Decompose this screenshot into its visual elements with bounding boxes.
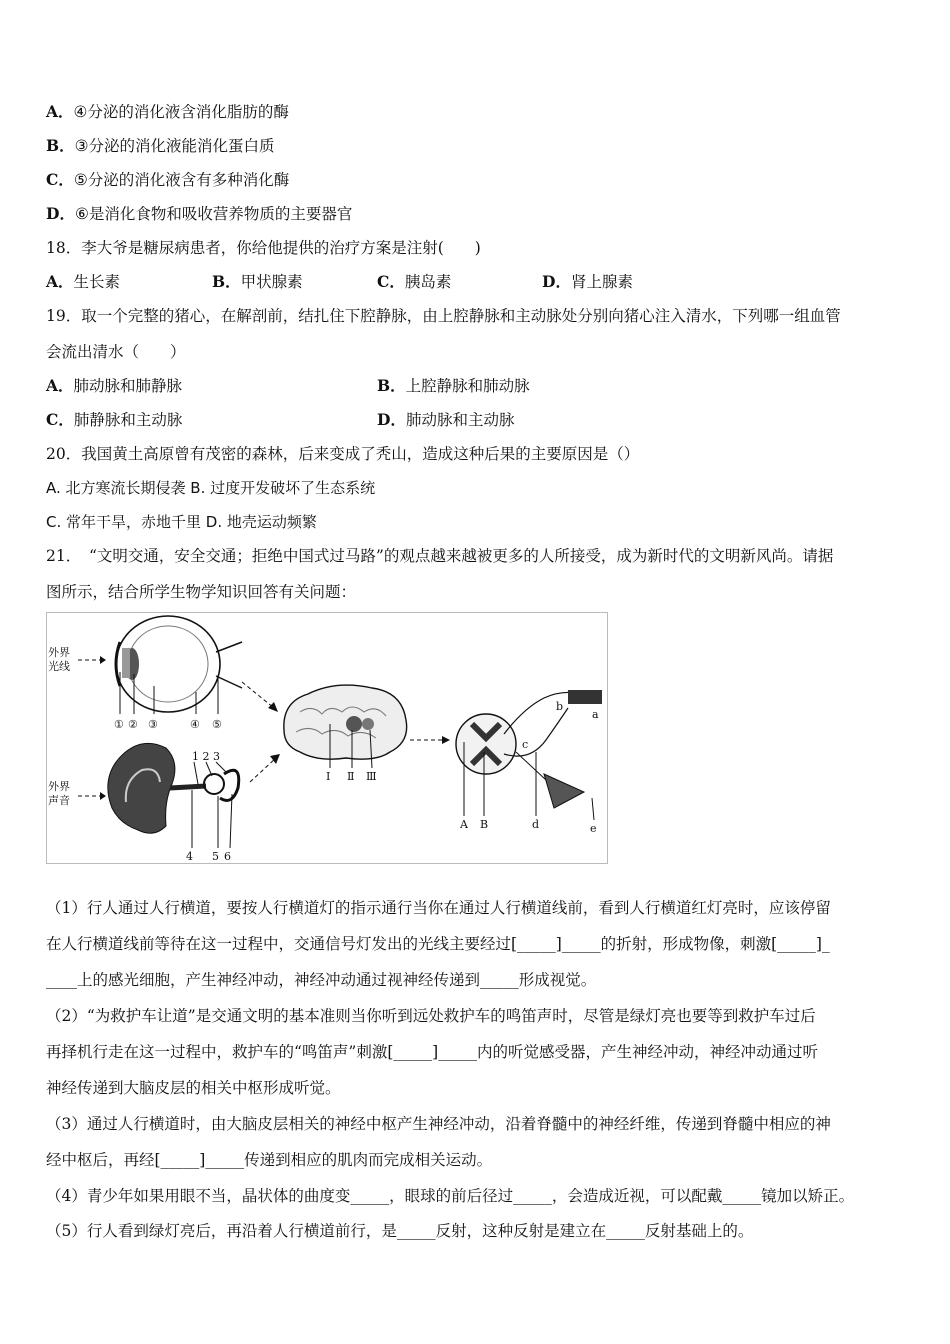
q21-stem-line2: 图所示，结合所学生物学知识回答有关问题： — [46, 583, 357, 601]
nervous-system-figure — [46, 612, 608, 864]
q17-option-c — [46, 170, 289, 190]
spinal-letter-c: c — [522, 738, 529, 751]
spinal-letter-d: d — [532, 818, 540, 831]
option-label: A． — [46, 376, 74, 395]
eye-label-char-2: 光线 — [48, 660, 70, 673]
brain-num-1: Ⅰ — [326, 770, 331, 783]
q17-option-d — [46, 204, 352, 224]
option-text: 肺动脉和肺静脉 — [73, 377, 183, 395]
q21-part2-line3: 神经传递到大脑皮层的相关中枢形成听觉。 — [46, 1079, 341, 1097]
option-label: C． — [46, 170, 74, 189]
q18-option-c — [377, 272, 451, 292]
ear-top-numbers: 1 2 3 — [192, 750, 220, 763]
option-text: 上腔静脉和肺动脉 — [405, 377, 530, 395]
q21-part3-line2: 经中枢后，再经[_____]_____传递到相应的肌肉而完成相关运动。 — [46, 1151, 493, 1169]
ear-label-char-1: 外界 — [48, 780, 70, 793]
receptor — [568, 690, 602, 704]
spinal-cord-outline — [456, 714, 516, 774]
option-text: ④分泌的消化液含消化脂肪的酶 — [73, 103, 289, 121]
q21-part1-line2: 在人行横道线前等待在这一过程中，交通信号灯发出的光线主要经过[_____]_____的折射，形成物像，刺激[_____]_ — [46, 935, 830, 953]
spinal-letter-a: a — [592, 708, 599, 721]
q18-option-d — [542, 272, 633, 292]
option-text: 生长素 — [73, 273, 121, 291]
q21-part3-line1: （3）通过人行横道时，由大脑皮层相关的神经中枢产生神经冲动，沿着脊髓中的神经纤维，传递到脊髓中相应的神 — [46, 1115, 831, 1133]
q21-part1-line3: ____上的感光细胞，产生神经冲动，神经冲动通过视神经传递到_____形成视觉。 — [46, 971, 597, 989]
brain-region-1 — [346, 716, 362, 732]
q19-stem-line2: 会流出清水（ ） — [46, 343, 186, 361]
ear-label-char-2: 声音 — [48, 794, 70, 807]
option-label: D． — [542, 272, 571, 291]
option-label: A． — [46, 102, 74, 121]
q20-options-ab: A. 北方寒流长期侵袭 B. 过度开发破坏了生态系统 — [46, 479, 376, 497]
eye-num-4: ④ — [190, 718, 200, 731]
brain-num-3: Ⅲ — [366, 770, 377, 783]
q19-option-d — [377, 410, 514, 430]
option-label: B． — [46, 136, 75, 155]
option-text: 胰岛素 — [404, 273, 452, 291]
q20-stem: 20．我国黄土高原曾有茂密的森林，后来变成了秃山，造成这种后果的主要原因是（） — [46, 445, 640, 463]
ear-num-5: 5 — [212, 850, 219, 863]
option-text: ⑥是消化食物和吸收营养物质的主要器官 — [74, 205, 353, 223]
ear-num-6: 6 — [224, 850, 231, 863]
q18-stem: 18．李大爷是糖尿病患者，你给他提供的治疗方案是注射( ) — [46, 239, 481, 257]
figure-svg — [46, 612, 608, 864]
option-label: C． — [46, 410, 74, 429]
option-text: 甲状腺素 — [240, 273, 303, 291]
q21-part4: （4）青少年如果用眼不当，晶状体的曲度变_____，眼球的前后径过_____，会造成近视，可以配戴_____镜加以矫正。 — [46, 1187, 855, 1205]
q18-option-b — [212, 272, 303, 292]
spinal-letter-e: e — [590, 822, 597, 835]
option-label: B． — [377, 376, 406, 395]
option-text: ⑤分泌的消化液含有多种消化酶 — [73, 171, 290, 189]
q21-part2-line2: 再择机行走在这一过程中，救护车的“鸣笛声”刺激[_____]_____内的听觉感受器，产生神经冲动，神经冲动通过听 — [46, 1043, 818, 1061]
ear-num-4: 4 — [186, 850, 193, 863]
q19-stem-line1: 19．取一个完整的猪心，在解剖前，结扎住下腔静脉，由上腔静脉和主动脉处分别向猪心注入清水，下列哪一组血管 — [46, 307, 841, 325]
option-text: 肾上腺素 — [570, 273, 633, 291]
q21-part1-line1: （1）行人通过人行横道，要按人行横道灯的指示通行当你在通过人行横道线前，看到人行横道红灯亮时，应该停留 — [46, 899, 831, 917]
q19-option-c — [46, 410, 182, 430]
brain-outline — [284, 685, 407, 759]
q18-option-a — [46, 272, 120, 292]
option-label: B． — [212, 272, 241, 291]
q21-part2-line1: （2）“为救护车让道”是交通文明的基本准则当你听到远处救护车的鸣笛声时，尽管是绿灯亮也要等到救护车过后 — [46, 1007, 816, 1025]
q17-option-a — [46, 102, 289, 122]
ear-canal — [170, 786, 206, 788]
option-label: C． — [377, 272, 405, 291]
option-label: D． — [377, 410, 406, 429]
spinal-letter-a-upper: A — [460, 818, 468, 831]
option-text: 肺动脉和主动脉 — [405, 411, 515, 429]
spinal-letter-b: b — [556, 700, 564, 713]
eye-label-char-1: 外界 — [48, 646, 70, 659]
eye-num-2: ② — [128, 718, 138, 731]
q17-option-b — [46, 136, 275, 156]
brain-num-2: Ⅱ — [347, 770, 355, 783]
q21-part5: （5）行人看到绿灯亮后，再沿着人行横道前行，是_____反射，这种反射是建立在_____反射基础上的。 — [46, 1222, 754, 1240]
eye-num-1: ① — [114, 718, 124, 731]
option-label: A． — [46, 272, 74, 291]
eye-num-5: ⑤ — [212, 718, 222, 731]
option-text: ③分泌的消化液能消化蛋白质 — [74, 137, 275, 155]
option-text: 肺静脉和主动脉 — [73, 411, 183, 429]
iris — [122, 648, 130, 678]
spinal-letter-b-upper: B — [480, 818, 489, 831]
q19-option-b — [377, 376, 530, 396]
option-label: D． — [46, 204, 75, 223]
q21-stem-line1: 21． “文明交通，安全交通；拒绝中国式过马路”的观点越来越被更多的人所接受，成为新时代的文明新风尚。请据 — [46, 547, 834, 565]
eye-num-3: ③ — [148, 718, 158, 731]
q19-option-a — [46, 376, 182, 396]
brain-region-2 — [362, 718, 374, 730]
q20-options-cd: C. 常年干旱，赤地千里 D. 地壳运动频繁 — [46, 513, 317, 531]
